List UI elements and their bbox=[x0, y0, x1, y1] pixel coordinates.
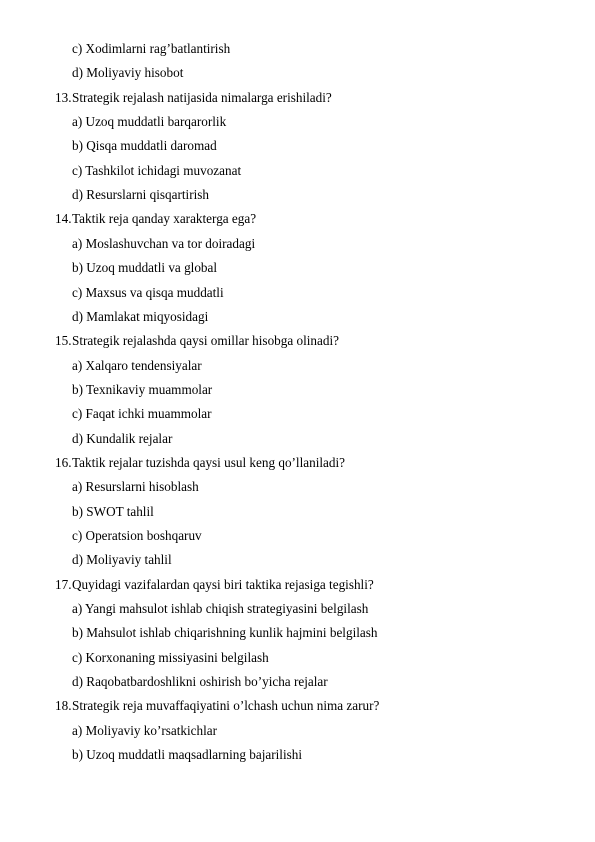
answer-option: b) Qisqa muddatli daromad bbox=[72, 138, 217, 154]
answer-option: b) Uzoq muddatli maqsadlarning bajarilishi bbox=[72, 747, 302, 763]
question-number: 15. bbox=[55, 333, 72, 349]
answer-option: c) Faqat ichki muammolar bbox=[72, 406, 212, 422]
question-text: Strategik rejalash natijasida nimalarga erishiladi? bbox=[72, 89, 332, 105]
answer-option: d) Moliyaviy hisobot bbox=[72, 65, 184, 81]
answer-option: a) Xalqaro tendensiyalar bbox=[72, 357, 202, 373]
answer-option: c) Operatsion boshqaruv bbox=[72, 528, 202, 543]
answer-option: d) Raqobatbardoshlikni oshirish bo’yicha rejalar bbox=[72, 674, 328, 690]
answer-option: d) Moliyaviy tahlil bbox=[72, 552, 172, 568]
question-text: Strategik reja muvaffaqiyatini o’lchash uchun nima zarur? bbox=[72, 698, 380, 714]
answer-option: b) SWOT tahlil bbox=[72, 503, 154, 519]
question-text: Quyidagi vazifalardan qaysi biri taktika rejasiga tegishli? bbox=[72, 576, 374, 592]
question-text: Strategik rejalashda qaysi omillar hisobga olinadi? bbox=[72, 333, 339, 349]
question-number: 16. bbox=[55, 454, 72, 470]
answer-option: c) Korxonaning missiyasini belgilash bbox=[72, 649, 269, 665]
answer-option: d) Resurslarni qisqartirish bbox=[72, 187, 209, 203]
answer-option: a) Yangi mahsulot ishlab chiqish strategiyasini belgilash bbox=[72, 601, 369, 617]
question-text: Taktik rejalar tuzishda qaysi usul keng qo’llaniladi? bbox=[72, 454, 346, 470]
answer-option: c) Maxsus va qisqa muddatli bbox=[72, 284, 224, 300]
answer-option: c) Xodimlarni rag’batlantirish bbox=[72, 41, 231, 56]
answer-option: b) Mahsulot ishlab chiqarishning kunlik hajmini belgilash bbox=[72, 625, 378, 641]
answer-option: a) Moslashuvchan va tor doiradagi bbox=[72, 235, 256, 251]
answer-option: a) Moliyaviy ko’rsatkichlar bbox=[72, 722, 218, 738]
answer-option: b) Uzoq muddatli va global bbox=[72, 260, 218, 276]
answer-option: a) Uzoq muddatli barqarorlik bbox=[72, 114, 227, 130]
answer-option: d) Mamlakat miqyosidagi bbox=[72, 308, 209, 324]
question-number: 14. bbox=[55, 211, 72, 227]
question-text: Taktik reja qanday xarakterga ega? bbox=[72, 211, 257, 227]
answer-option: a) Resurslarni hisoblash bbox=[72, 479, 199, 495]
answer-option: b) Texnikaviy muammolar bbox=[72, 381, 213, 397]
answer-option: d) Kundalik rejalar bbox=[72, 430, 173, 446]
answer-option: c) Tashkilot ichidagi muvozanat bbox=[72, 162, 242, 178]
question-number: 18. bbox=[55, 698, 72, 714]
question-number: 13. bbox=[55, 89, 72, 105]
question-number: 17. bbox=[55, 576, 72, 592]
